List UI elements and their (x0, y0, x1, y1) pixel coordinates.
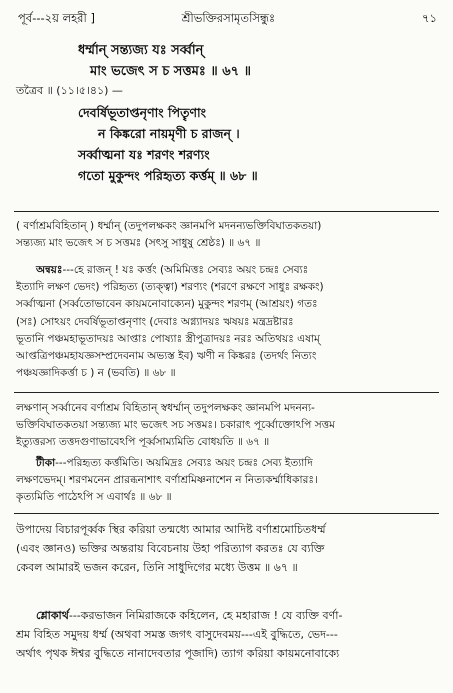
tika-block (16, 455, 440, 507)
text-line: ---হে রাজন্ ! যঃ কৰ্ত্তং (অমিমিত্তঃ সেব্যঃ অয়ং চন্দ্রঃ সেব্যঃ (62, 264, 309, 276)
text-line: লক্ষণভেদম্। শরণমনেন প্রারব্ধনাশাৎ বর্ণাশ্রমিষ্ণনাশেন ন নিত্যকর্ম্মাধিকারঃ। (16, 474, 318, 487)
text-line: ---করভাজন নিমিরাজকে কহিলেন, হে মহারাজ ! যে ব্যক্তি বর্ণা- (68, 609, 343, 622)
text-line: (এবং জ্ঞানও) ভক্তির অন্তরায় বিবেচনায় উহা পরিত্যাগ করতঃ যে ব্যক্তি (16, 542, 325, 555)
text-line: আপ্তত্রিপঞ্চমহাযজ্ঞসম্প্রদেবনাম অভ্যস্ত ইব) ঋণী ন কিঙ্করঃ (তদর্থং নিত্যং (16, 350, 317, 363)
verse-67 (78, 40, 408, 82)
verse-line: ন কিঙ্করো নায়মৃণী চ রাজন্ । (98, 126, 240, 141)
text-line: ইত্যুত্তরস্য তত্তদগুণাভাবেঽপি পূর্ব্বসাম্যমিতি বোধয়তি ॥ ৬৭ ॥ (16, 436, 270, 449)
section-divider (14, 513, 439, 514)
section-divider (14, 211, 439, 212)
slokartha-block (16, 606, 440, 663)
text-line: ---পরিহৃত্য কর্ত্তমিতি। অয়মিদ্রঃ সেব্যঃ অয়ং চন্দ্রঃ সেব্য ইত্যাদি (55, 457, 313, 469)
verse-line: গতো মুকুন্দং পরিহৃত্য কর্ত্তম্ ॥ ৬৮ ॥ (78, 168, 258, 183)
slokartha-label: শ্লোকার্থ (36, 609, 69, 622)
text-line: পঞ্চযজ্ঞাদিকর্ত্তা চ ) ন (ভবতি) ॥ ৬৮ ॥ (16, 367, 176, 380)
text-line: ( বর্ণাশ্রমবিহিতান্ ) ধর্ম্মান্ (তদুপলক্ষকং জ্ঞানমপি মদনন্যভক্তিবিঘাতকতয়া) (16, 220, 322, 232)
anvaya-label: অন্বয়ঃ (36, 264, 63, 276)
text-line: শ্রম বিহিত সমুদয় ধর্ম্ম (অথবা সমস্ত জগৎ বাসুদেবময়---এই বুদ্ধিতে, ভেদ--- (16, 628, 338, 641)
text-line: (সঃ) সোঽয়ং দেবর্ষিভূতাপ্তনৃণাং (দেবাঃ অগ্ন্যাদয়ঃ ঋষয়ঃ মন্ত্রদ্রষ্টারঃ (16, 315, 294, 328)
page-header (18, 8, 439, 30)
text-line: ভক্তিবিঘাতকতয়া সন্ত্যজ্য মাং ভজেৎ সচ সত্তমঃ। চকারাৎ পূর্ব্বোক্তোঽপি সত্তম (16, 419, 336, 432)
text-line: অর্থাৎ পৃথক ঈশ্বর বুদ্ধিতে নানাদেবতার পূজাদি) ত্যাগ করিয়া কায়মনোবাক্যে (16, 647, 340, 660)
translation-block (16, 520, 440, 577)
verse-line: সর্ব্বাত্মনা যঃ শরণং শরণ্যং (78, 147, 210, 162)
verse-line: মাং ভজেৎ স চ সত্তমঃ ॥ ৬৭ ॥ (90, 64, 252, 79)
anvaya-block (16, 262, 440, 382)
text-line: কৃত্যমিতি পাঠেঽপি স এবার্থঃ ॥ ৬৮ ॥ (16, 491, 172, 504)
verse-68 (78, 102, 408, 186)
commentary-block (16, 218, 440, 252)
scripture-reference: তত্রৈব ॥ (১১।৫।৪১) — (16, 84, 123, 97)
text-line: সর্ব্বাত্মনা (সর্ব্বতোভাবেন কায়মনোবাক্যেন) মুকুন্দং শরণম্ (আশ্রয়ং) গতঃ (16, 298, 318, 311)
text-line: কেবল আমারই ভজন করেন, তিনি সাধুদিগের মধ্যে উত্তম ॥ ৬৭ ॥ (16, 561, 298, 574)
text-line: সন্ত্যজ্য মাং ভজেৎ স চ সত্তমঃ (সৎসু সাধুষু শ্রেষ্ঠঃ) ॥ ৬৭ ॥ (16, 237, 261, 250)
text-line: লক্ষণান্ সর্ব্বানেব বর্ণাশ্রম বিহিতান্ স্বধর্ম্মান্ তদুপলক্ষকং জ্ঞানমপি মদনন্য- (16, 402, 315, 414)
chapter-label: পূর্ব---২য় লহরী ] (18, 11, 95, 25)
book-title: শ্রীভক্তিরসামৃতসিন্ধুঃ (181, 11, 276, 25)
text-line: ভূতানি পঞ্চমহাভূতাদয়ঃ আপ্তাঃ পোষ্যাঃ স্ত্রীপুত্রাদয়ঃ নরঃ অতিথয়ঃ এষাম্ (16, 332, 320, 345)
tika-label: টীকা (36, 457, 56, 469)
text-line: ইত্যাদি লক্ষণ ভেদং) পরিহৃত্য (ত্যক্ত্বা) শরণ্যং (শরণে রক্ষণে সাধুঃ রক্ষকং) (16, 281, 324, 294)
verse-line: ধর্ম্মান্ সন্ত্যজ্য যঃ সর্ব্বান্ (78, 43, 204, 58)
section-divider (14, 392, 439, 393)
verse-line: দেবর্ষিভূতাপ্তনৃণাং পিতৄণাং (78, 105, 207, 120)
text-line: উপাদেয় বিচারপূর্ব্বক স্থির করিয়া তন্মধ্যে আমার আদিষ্ট বর্ণাশ্রমোচিতধর্ম্ম (16, 523, 326, 536)
page-number: ৭১ (422, 11, 437, 25)
commentary-block (16, 400, 440, 452)
